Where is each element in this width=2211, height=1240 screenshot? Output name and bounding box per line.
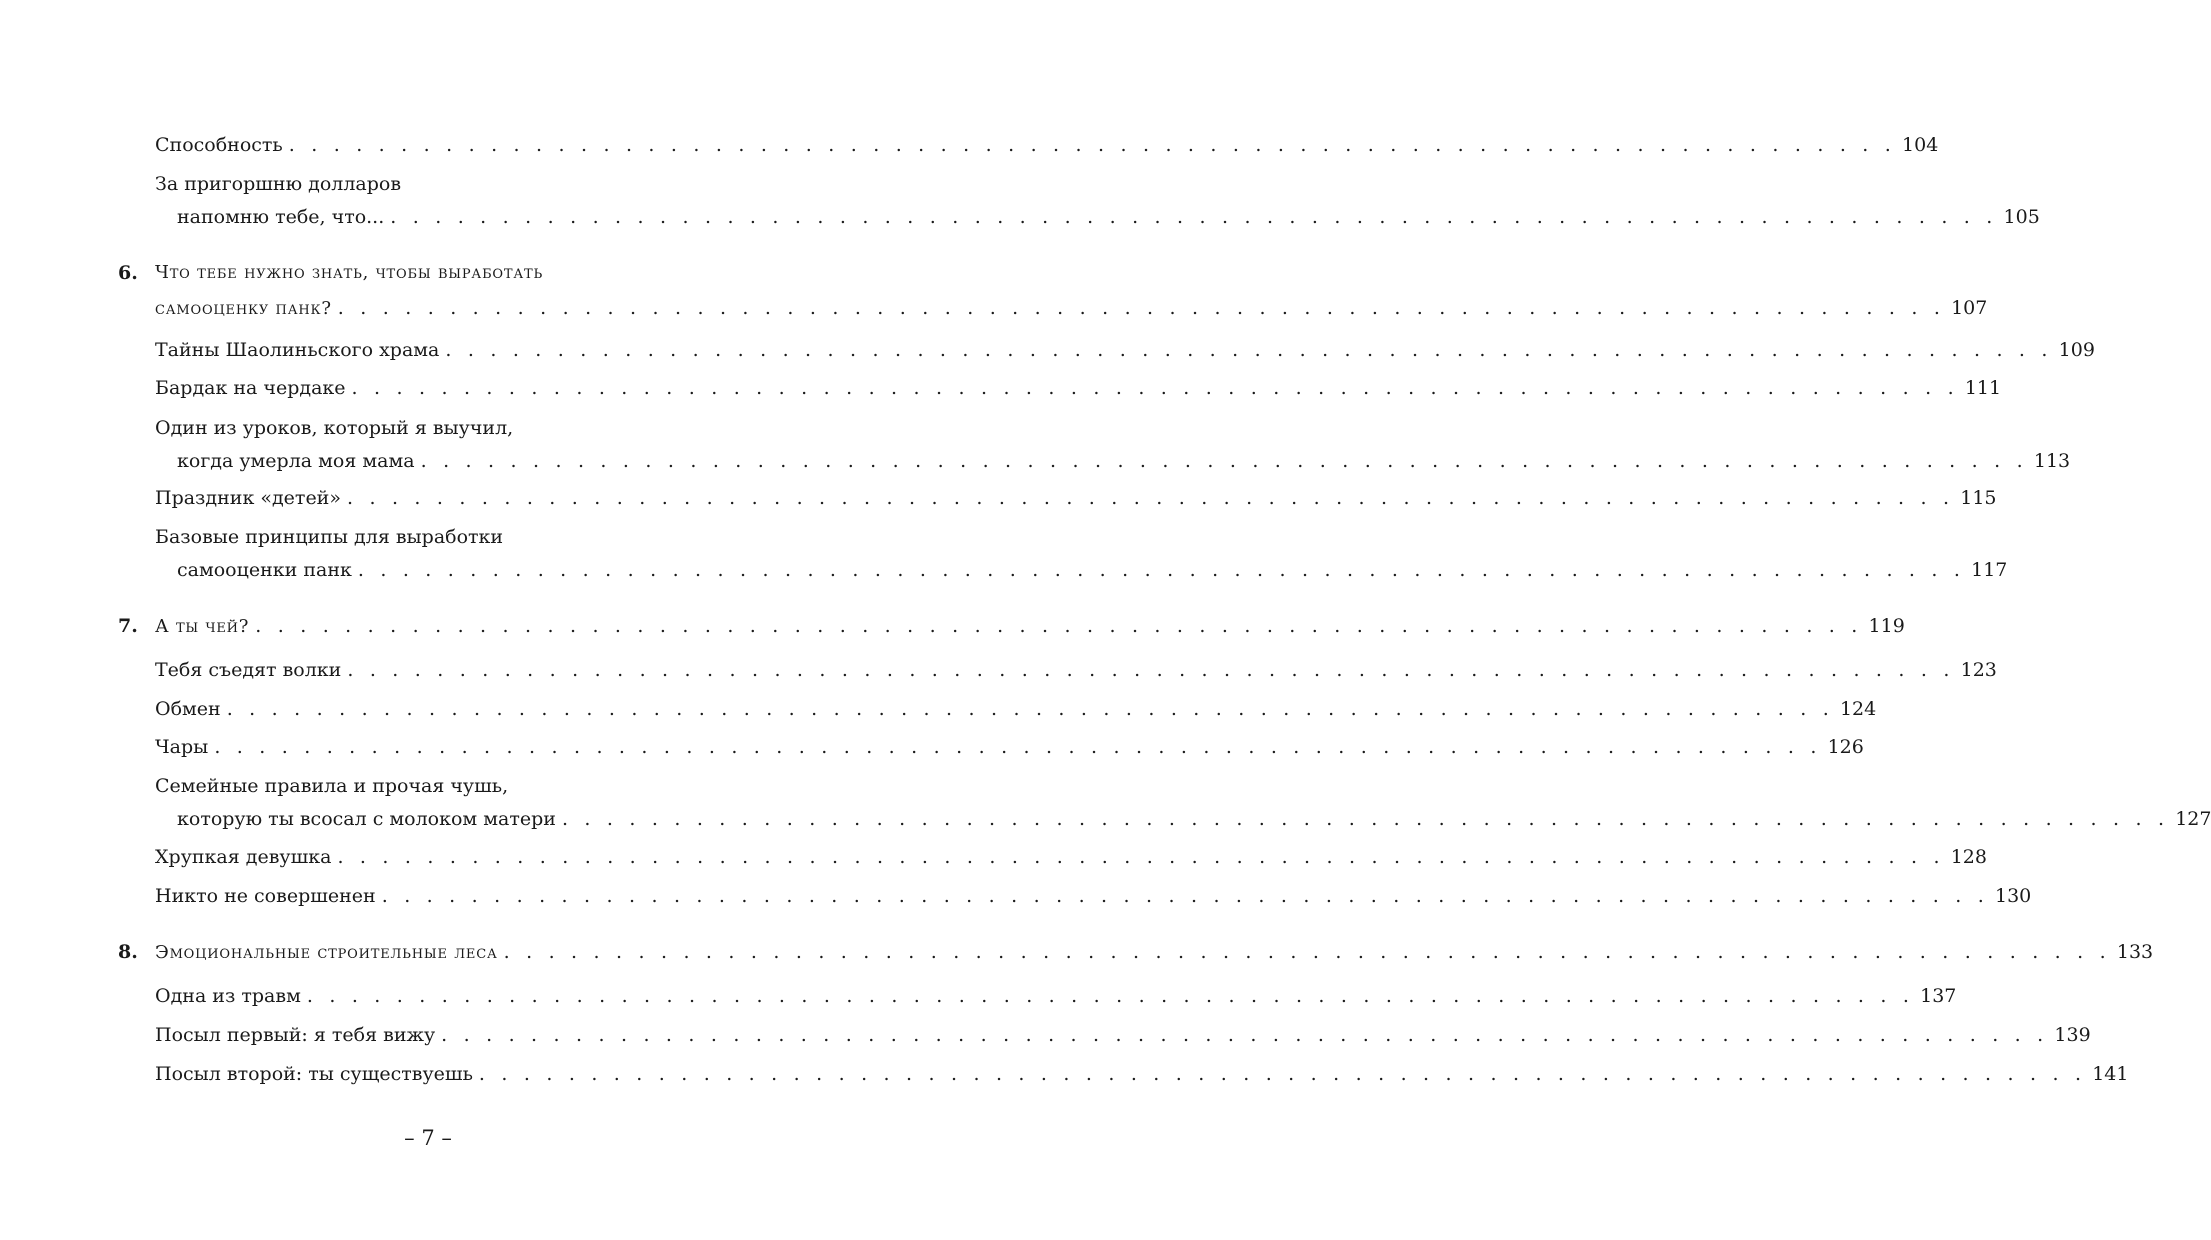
dot-leader <box>352 377 1959 399</box>
toc-entry-za-prigorshnyu <box>155 172 2040 229</box>
toc-page-number: 107 <box>1951 297 1988 319</box>
toc-entry-nikto <box>155 884 2032 908</box>
dot-leader <box>562 808 2169 830</box>
toc-page-number: 137 <box>1920 985 1957 1007</box>
toc-entry-title: Одна из травм <box>155 985 301 1007</box>
toc-page-number: 139 <box>2054 1024 2091 1046</box>
toc-entry-obmen <box>155 697 1877 721</box>
toc-entry-title: Праздник «детей» <box>155 487 341 509</box>
toc-entry-title: Посыл первый: я тебя вижу <box>155 1024 436 1046</box>
dot-leader <box>504 941 2111 963</box>
toc-page-number: 141 <box>2092 1063 2129 1085</box>
dot-leader <box>338 297 1945 319</box>
toc-entry-odin-iz-urokov <box>155 416 2071 473</box>
toc-page-number: 104 <box>1902 134 1939 156</box>
toc-page-number: 123 <box>1960 659 1997 681</box>
toc-entry-title: Базовые принципы для выработки <box>155 526 504 548</box>
toc-entry-title: Посыл второй: ты существуешь <box>155 1063 473 1085</box>
toc-chapter-7 <box>118 614 1905 638</box>
toc-page-number: 115 <box>1960 487 1997 509</box>
dot-leader <box>227 698 1834 720</box>
toc-entry-posyl-pervyi <box>155 1023 2091 1047</box>
toc-page-number: 119 <box>1868 615 1905 637</box>
toc-page-number: 111 <box>1964 377 2002 399</box>
toc-entry-title-cont: которую ты всосал с молоком матери <box>177 808 556 830</box>
toc-entry-title: Тебя съедят волки <box>155 659 342 681</box>
toc-entry-semeinye-pravila <box>155 774 2211 831</box>
dot-leader <box>382 885 1989 907</box>
toc-page-number: 109 <box>2058 339 2095 361</box>
dot-leader <box>347 659 1954 681</box>
toc-page-number: 124 <box>1839 698 1877 720</box>
toc-chapter-8 <box>118 940 2154 964</box>
toc-entry-tainy <box>155 338 2095 362</box>
toc-page-number: 126 <box>1827 736 1864 758</box>
toc-entry-bardak <box>155 376 2002 400</box>
dot-leader <box>441 1024 2048 1046</box>
dot-leader <box>358 559 1965 581</box>
toc-entry-khrupkaya <box>155 845 1987 869</box>
toc-chapter-6 <box>118 261 1988 320</box>
chapter-title: А ты чей? <box>155 616 250 637</box>
toc-entry-title-cont: когда умерла моя мама <box>177 450 415 472</box>
toc-page-number: 113 <box>2033 450 2071 472</box>
toc-entry-title: Бардак на чердаке <box>155 377 346 399</box>
chapter-number: 7. <box>118 615 138 637</box>
toc-page-number: 128 <box>1950 846 1987 868</box>
toc-entry-title: Хрупкая девушка <box>155 846 332 868</box>
page-folio: – 7 – <box>404 1126 452 1150</box>
toc-entry-title: Тайны Шаолиньского храма <box>155 339 440 361</box>
toc-entry-volki <box>155 658 1997 682</box>
toc-entry-title: За пригоршню долларов <box>155 173 402 195</box>
chapter-title: Эмоциональные строительные леса <box>155 942 498 963</box>
chapter-title-cont: самооценку панк? <box>155 298 332 319</box>
toc-entry-title: Обмен <box>155 698 221 720</box>
toc-entry-title: Чары <box>155 736 209 758</box>
toc-entry-title-cont: самооценки панк <box>177 559 352 581</box>
toc-page-number: 105 <box>2003 206 2040 228</box>
dot-leader <box>347 487 1954 509</box>
toc-entry-chary <box>155 735 1864 759</box>
toc-entry-title: Семейные правила и прочая чушь, <box>155 775 509 797</box>
dot-leader <box>214 736 1821 758</box>
toc-entry-bazovye <box>155 525 2008 582</box>
chapter-number: 6. <box>118 262 138 284</box>
toc-page-number: 133 <box>2116 941 2154 963</box>
chapter-number: 8. <box>118 941 138 963</box>
toc-page-number: 127 <box>2175 808 2211 830</box>
toc-entry-title: Никто не совершенен <box>155 885 376 907</box>
dot-leader <box>255 615 1862 637</box>
dot-leader <box>307 985 1914 1007</box>
dot-leader <box>289 134 1896 156</box>
toc-entry-prazdnik <box>155 486 1997 510</box>
toc-entry-title: Способность <box>155 134 283 156</box>
dot-leader <box>479 1063 2086 1085</box>
toc-page-number: 130 <box>1994 885 2032 907</box>
chapter-title: Что тебе нужно знать, чтобы выработать <box>155 262 544 283</box>
dot-leader <box>390 206 1997 228</box>
toc-entry-sposobnost <box>155 133 1939 157</box>
toc-entry-posyl-vtoroi <box>155 1062 2129 1086</box>
toc-page-number: 117 <box>1971 559 2008 581</box>
dot-leader <box>337 846 1944 868</box>
dot-leader <box>421 450 2028 472</box>
toc-entry-title: Один из уроков, который я выучил, <box>155 417 514 439</box>
toc-entry-odna-iz-travm <box>155 984 1957 1008</box>
dot-leader <box>445 339 2052 361</box>
toc-entry-title-cont: напомню тебе, что... <box>177 206 385 228</box>
